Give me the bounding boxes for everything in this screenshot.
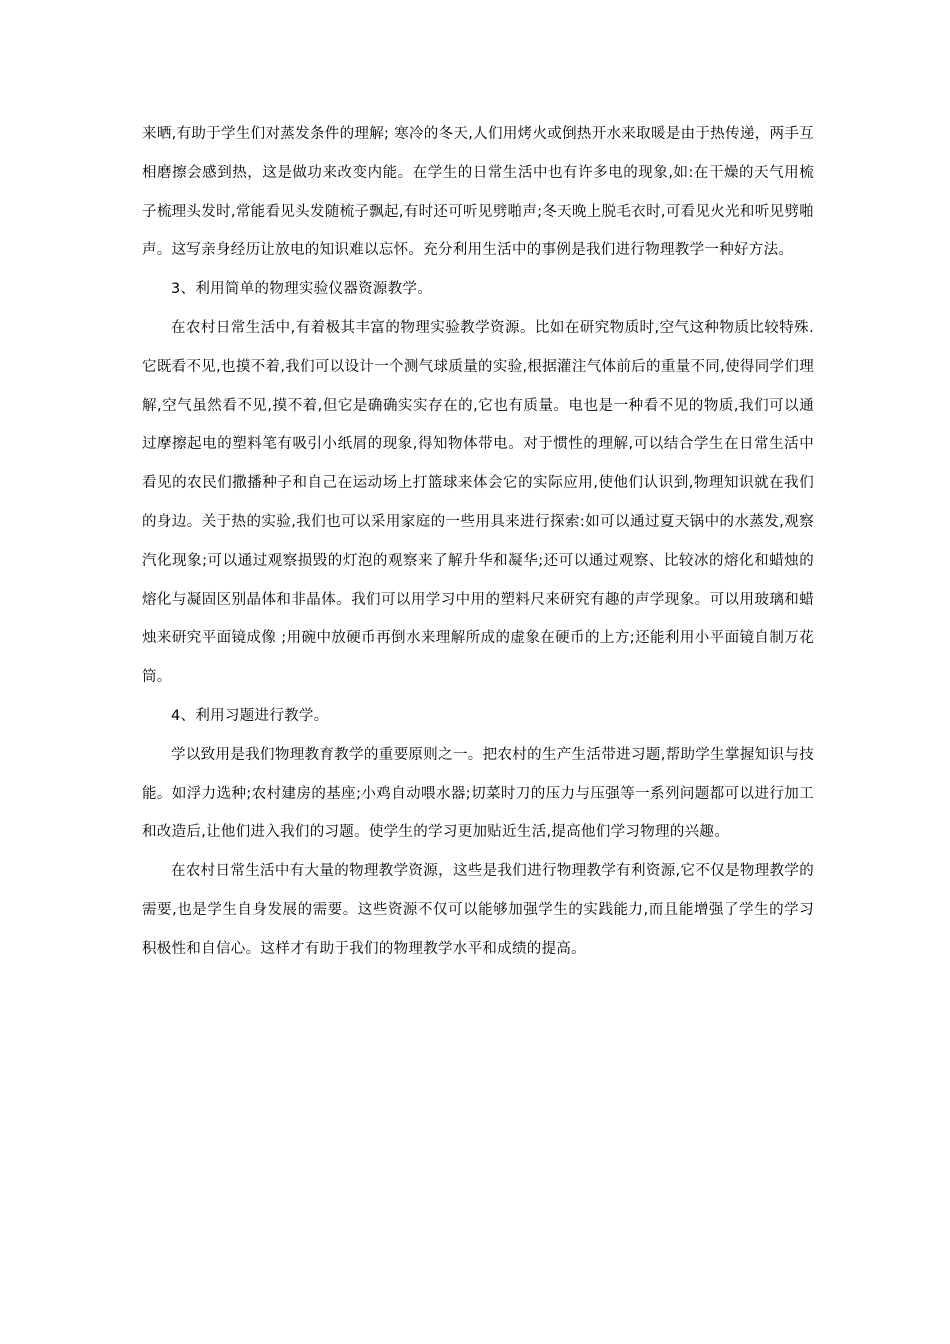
section-heading-3: 3、利用简单的物理实验仪器资源教学。 xyxy=(171,281,433,298)
paragraph-experiment-resources: 在农村日常生活中,有着极其丰富的物理实验教学资源。比如在研究物质时,空气这种物质比较特殊.它既看不见,也摸不着,我们可以设计一个测气球质量的实验,根据灌注气体前后的重量不同,使得同学们理解,空气虽然看不见,摸不着,但它是确确实实存在的,它也有质量。电也是一种看不见的物质,我们可以通过摩擦起电的塑料笔有吸引小纸屑的现象,得知物体带电。对于惯性的理解,可以结合学生在日常生活中看见的农民们撒播种子和自己在运动场上打篮球来体会它的实际应用,使他们认识到,物理知识就在我们的身边。关于热的实验,我们也可以采用家庭的一些用具来进行探索:如可以通过夏天锅中的水蒸发,观察汽化现象;可以通过观察损毁的灯泡的观察来了解升华和凝华;还可以通过观察、比较冰的熔化和蜡烛的熔化与凝固区别晶体和非晶体。我们可以用学习中用的塑料尺来研究有趣的声学现象。可以用玻璃和蜡烛来研究平面镜成像 ;用碗中放硬币再倒水来理解所成的虚象在硬币的上方;还能利用小平面镜自制万花筒。 xyxy=(142,319,814,686)
paragraph-evaporation-heat-electricity: 来晒,有助于学生们对蒸发条件的理解; 寒冷的冬天,人们用烤火或倒热开水来取暖是由于热传递，两手互相磨擦会感到热，这是做功来改变内能。在学生的日常生活中也有许多电的现象,如:在干燥的天气用梳子梳理头发时,常能看见头发随梳子飘起,有时还可听见劈啪声;冬天晚上脱毛衣时,可看见火光和听见劈啪声。这写亲身经历让放电的知识难以忘怀。充分利用生活中的事例是我们进行物理教学一种好方法。 xyxy=(142,126,814,259)
document-body xyxy=(142,115,814,969)
section-heading-4: 4、利用习题进行教学。 xyxy=(171,707,329,724)
paragraph-exercise-teaching: 学以致用是我们物理教育教学的重要原则之一。把农村的生产生活带进习题,帮助学生掌握知识与技能。如浮力选种;农村建房的基座;小鸡自动喂水器;切菜时刀的压力与压强等一系列问题都可以进行加工和改造后,让他们进入我们的习题。使学生的学习更加贴近生活,提高他们学习物理的兴趣。 xyxy=(142,746,814,841)
paragraph-conclusion: 在农村日常生活中有大量的物理教学资源，这些是我们进行物理教学有利资源,它不仅是物理教学的需要,也是学生自身发展的需要。这些资源不仅可以能够加强学生的实践能力,而且能增强了学生的学习积极性和自信心。这样才有助于我们的物理教学水平和成绩的提高。 xyxy=(142,863,814,957)
